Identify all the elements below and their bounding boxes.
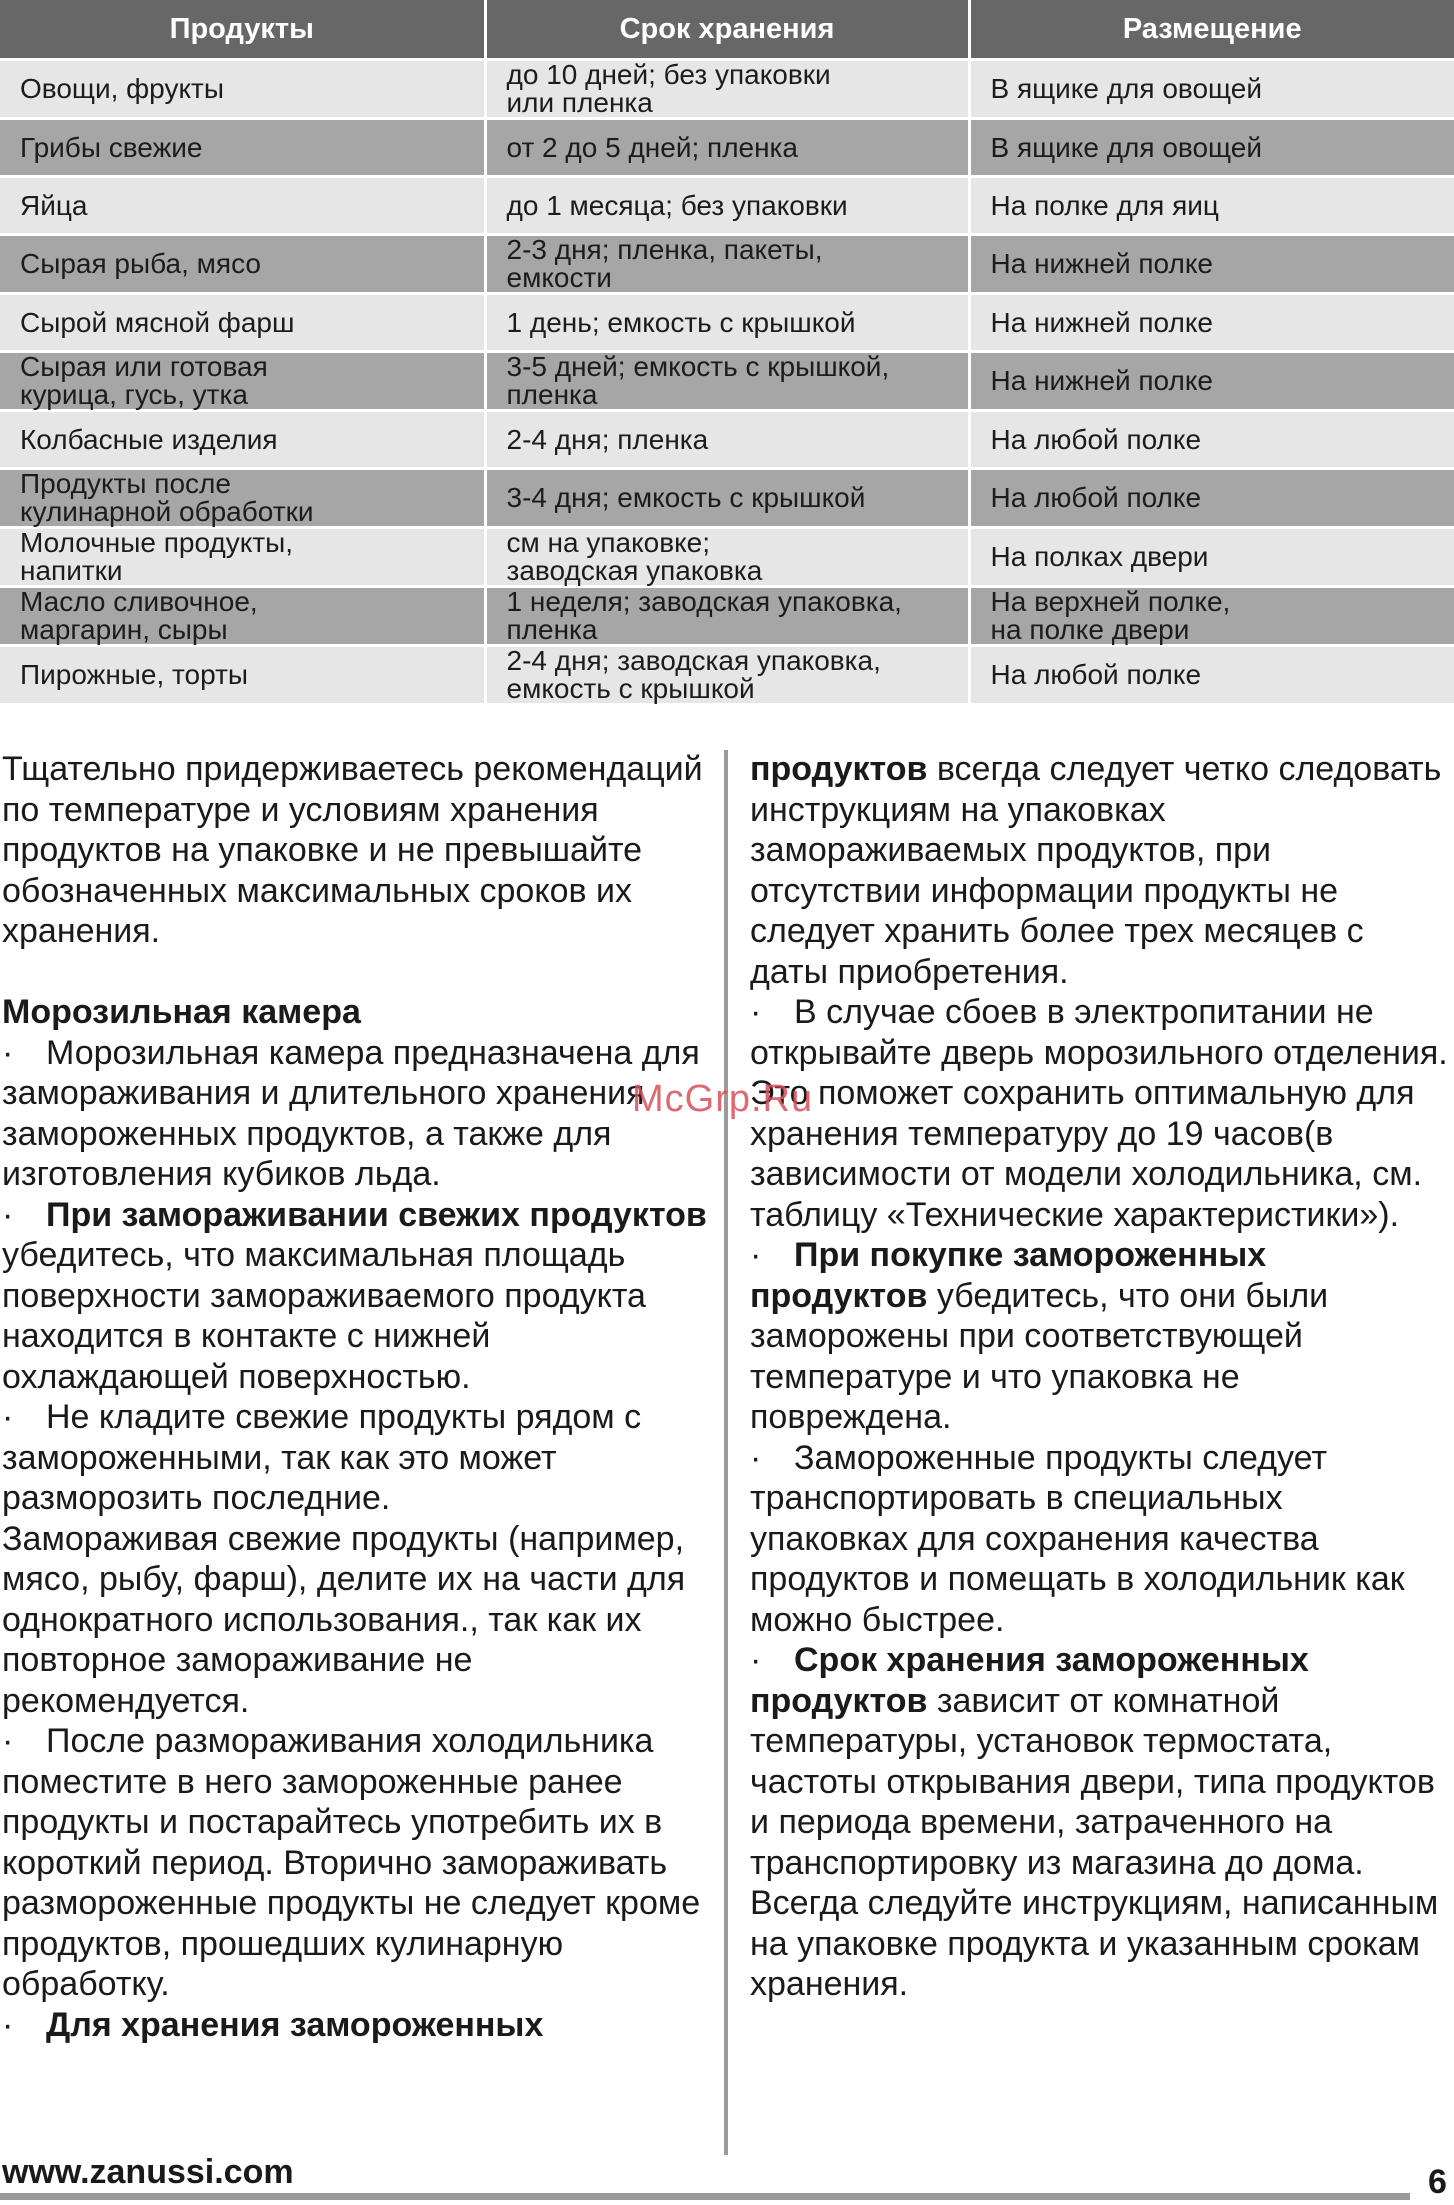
bullet-dot: · (2, 1033, 14, 1072)
cell-product: Сырая рыба, мясо (0, 235, 485, 294)
bullet-dot: · (2, 1722, 14, 1760)
bullet-item: · Для хранения замороженных (2, 2005, 544, 2044)
table-row (0, 528, 1454, 587)
bullet-dot: · (750, 993, 762, 1031)
cell-product: Продукты после кулинарной обработки (0, 469, 485, 528)
cell-product: Овощи, фрукты (0, 60, 485, 119)
cell-product: Пирожные, торты (0, 646, 485, 704)
storage-table (0, 0, 1454, 703)
bullet-dot: · (2, 1195, 14, 1234)
table-row (0, 411, 1454, 469)
header-products: Продукты (0, 0, 485, 60)
cell-product: Сырой мясной фарш (0, 294, 485, 352)
cell-place: В ящике для овощей (969, 119, 1454, 177)
cell-product: Яйца (0, 177, 485, 235)
left-column (2, 749, 710, 2045)
cell-term: 1 день; емкость с крышкой (485, 294, 969, 352)
cell-term: 2-4 дня; заводская упаковка, емкость с крышкой (485, 646, 969, 704)
bullet-item: · Не кладите свежие продукты рядом с замороженными, так как это может разморозить последние. (2, 1398, 642, 1517)
cell-term: 3-4 дня; емкость с крышкой (485, 469, 969, 528)
cell-term: 2-4 дня; пленка (485, 411, 969, 469)
cell-place: На нижней полке (969, 294, 1454, 352)
bullet-item: · При замораживании свежих продуктов убедитесь, что максимальная площадь поверхности замораживаемого продукта находится в контакте с нижней охлаждающей поверхностью. (2, 1195, 707, 1396)
cell-place: На любой полке (969, 646, 1454, 704)
cell-term: см на упаковке; заводская упаковка (485, 528, 969, 587)
cell-place: На полке для яиц (969, 177, 1454, 235)
table-row (0, 235, 1454, 294)
cell-place: В ящике для овощей (969, 60, 1454, 119)
bullet-dot: · (750, 1438, 762, 1477)
bullet-item: · При покупке замороженных продуктов убедитесь, что они были заморожены при соответствующей температуре и что упаковка не повреждена. (750, 1236, 1329, 1436)
bullet-item: · После размораживания холодильника поместите в него замороженные ранее продукты и постарайтесь употребить их в короткий период. Вторично замораживать размороженные продукты не следует кроме продуктов, прошедших кулинарную обработку. (2, 1722, 701, 2003)
bullet-dot: · (2, 1398, 14, 1436)
bullet-dot: · (750, 1641, 762, 1679)
table-row (0, 646, 1454, 704)
cell-place: На любой полке (969, 469, 1454, 528)
cell-place: На полках двери (969, 528, 1454, 587)
cell-place: На нижней полке (969, 235, 1454, 294)
cell-product: Молочные продукты, напитки (0, 528, 485, 587)
header-storage-term: Срок хранения (485, 0, 969, 60)
footer-rule (0, 2193, 1410, 2200)
table-row (0, 119, 1454, 177)
bullet-item: · Замороженные продукты следует транспортировать в специальных упаковках для сохранения качества продуктов и помещать в холодильник как можно быстрее. (750, 1438, 1405, 1639)
bullet-item: · Срок хранения замороженных продуктов зависит от комнатной температуры, установок термостата, частоты открывания двери, типа продуктов и периода времени, затраченного на транспортировку из магазина до дома. Всегда следуйте инструкциям, написанным на упаковке продукта и указанным срокам хранения. (750, 1641, 1439, 2003)
watermark: McGrp.Ru (632, 1078, 814, 1120)
table-header-row (0, 0, 1454, 60)
cell-product: Колбасные изделия (0, 411, 485, 469)
bullet-dot: · (2, 2005, 14, 2044)
table-row (0, 352, 1454, 411)
cell-term: до 10 дней; без упаковки или пленка (485, 60, 969, 119)
bullet-dot: · (750, 1236, 762, 1274)
table-row (0, 587, 1454, 646)
cell-product: Масло сливочное, маргарин, сыры (0, 587, 485, 646)
page-number: 6 (1428, 2163, 1447, 2201)
cell-term: 3-5 дней; емкость с крышкой, пленка (485, 352, 969, 411)
cell-place: На верхней полке, на полке двери (969, 587, 1454, 646)
cell-product: Грибы свежие (0, 119, 485, 177)
bullet-item: · В случае сбоев в электропитании не открывайте дверь морозильного отделения. Это поможет сохранить оптимальную для хранения температуру до 19 часов(в зависимости от модели холодильника, см. таблицу «Технические характеристики»). (750, 993, 1448, 1234)
paragraph: Замораживая свежие продукты (например, мясо, рыбу, фарш), делите их на части для однократного использования., так как их повторное замораживание не рекомендуется. (2, 1519, 686, 1720)
table-row (0, 469, 1454, 528)
table-row (0, 60, 1454, 119)
right-column (750, 749, 1450, 2005)
cell-term: до 1 месяца; без упаковки (485, 177, 969, 235)
intro-paragraph: Тщательно придерживаетесь рекомендаций по температуре и условиям хранения продуктов на упаковке и не превышайте обозначенных максимальных сроков их хранения. (2, 750, 703, 950)
cell-place: На любой полке (969, 411, 1454, 469)
cell-product: Сырая или готовая курица, гусь, утка (0, 352, 485, 411)
cell-term: 1 неделя; заводская упаковка, пленка (485, 587, 969, 646)
footer-url: www.zanussi.com (2, 2153, 294, 2191)
table-row (0, 294, 1454, 352)
bullet-item: · Морозильная камера предназначена для замораживания и длительного хранения замороженных продуктов, а также для изготовления кубиков льда. (2, 1033, 700, 1193)
section-heading: Морозильная камера (2, 993, 361, 1031)
cell-place: На нижней полке (969, 352, 1454, 411)
header-placement: Размещение (969, 0, 1454, 60)
paragraph: продуктов всегда следует четко следовать инструкциям на упаковках замораживаемых продуктов, при отсутствии информации продукты не следует хранить более трех месяцев с даты приобретения. (750, 750, 1442, 991)
cell-term: 2-3 дня; пленка, пакеты, емкости (485, 235, 969, 294)
column-divider (724, 750, 728, 2155)
table-row (0, 177, 1454, 235)
cell-term: от 2 до 5 дней; пленка (485, 119, 969, 177)
